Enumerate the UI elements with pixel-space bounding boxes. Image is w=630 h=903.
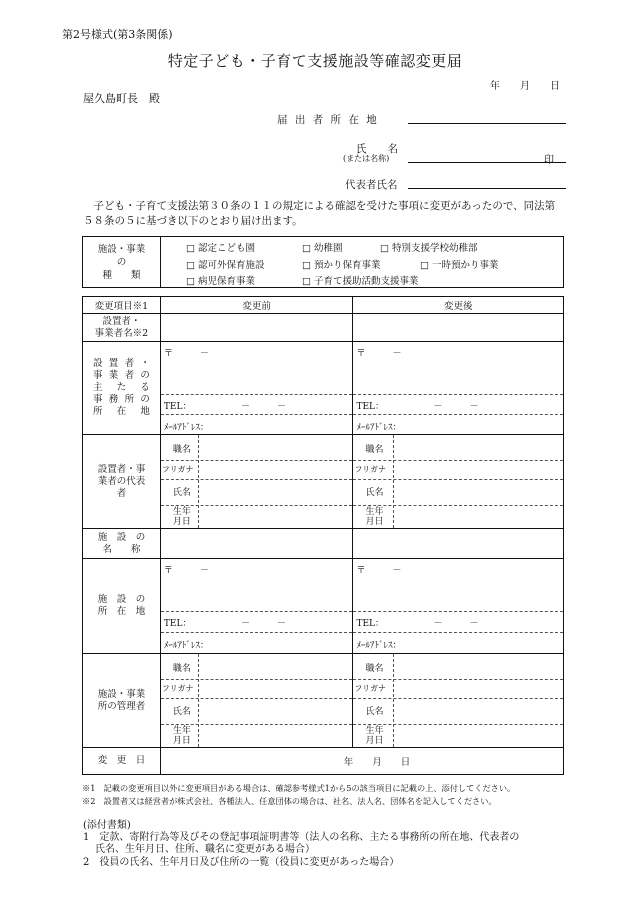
row-label-change-date: 変 更 日 xyxy=(83,748,161,775)
name-label: 氏名 xyxy=(365,707,384,717)
applicant-address-label: 届 出 者 所 在 地 xyxy=(277,114,379,126)
column-header-item: 変更項目※1 xyxy=(83,297,161,314)
checkbox-temporary-care[interactable]: □ 一時預かり事業 xyxy=(420,260,499,271)
dashed-divider xyxy=(393,435,394,528)
birthdate-label-line: 生年 xyxy=(172,507,191,517)
operator-name-before[interactable] xyxy=(160,314,353,342)
birthdate-label-line: 月日 xyxy=(365,517,384,527)
row-label-line: 者 xyxy=(116,487,127,499)
dashed-divider xyxy=(353,698,563,699)
facility-type-options xyxy=(161,237,564,288)
dashed-divider xyxy=(353,479,563,480)
email-field[interactable]: ﾒｰﾙｱﾄﾞﾚｽ： xyxy=(356,423,402,433)
checkbox-sick-child-care[interactable]: □ 病児保育事業 xyxy=(186,276,255,287)
checkbox-kindergarten[interactable]: □ 幼稚園 xyxy=(302,243,343,254)
applicant-name-label: 氏 名 xyxy=(356,143,398,155)
birthdate-label-line: 生年 xyxy=(365,507,384,517)
name-label: 氏名 xyxy=(172,707,191,717)
checkbox-special-school[interactable]: □ 特別支援学校幼稚部 xyxy=(380,243,478,254)
dashed-divider xyxy=(198,435,199,528)
dashed-divider xyxy=(353,460,563,461)
postal-code-field[interactable]: 〒 － xyxy=(163,566,209,576)
birthdate-label xyxy=(365,726,383,746)
attachments-heading: (添付書類) xyxy=(83,820,131,831)
row-label-line: 施 設 の xyxy=(97,531,146,543)
footnote-1: ※1 記載の変更項目以外に変更項目がある場合は、確認参考様式1から5の該当項目に記載の上、添付してください。 xyxy=(82,783,516,793)
tel-field[interactable]: TEL： － － xyxy=(356,402,479,412)
form-title: 特定子ども・子育て支援施設等確認変更届 xyxy=(167,52,463,70)
postal-code-field[interactable]: 〒 － xyxy=(163,349,209,359)
job-title-label: 職名 xyxy=(365,445,384,455)
row-label-line: 事 務 所 の xyxy=(93,394,150,405)
job-title-label: 職名 xyxy=(365,664,384,674)
tel-field[interactable]: TEL： － － xyxy=(163,619,286,629)
row-label-facility-name xyxy=(83,529,161,559)
checkbox-family-support[interactable]: □ 子育て援助活動支援事業 xyxy=(302,276,419,287)
facility-type-label xyxy=(83,237,161,288)
applicant-address-field[interactable] xyxy=(408,123,566,124)
postal-code-field[interactable]: 〒 － xyxy=(356,349,402,359)
postal-code-field[interactable]: 〒 － xyxy=(356,566,402,576)
row-label-line: 施設・事業 xyxy=(97,688,146,700)
facility-type-label-line: 施設・事業 xyxy=(97,243,146,255)
row-label-line: 事 業 者 の xyxy=(93,370,150,381)
addressee: 屋久島町長 殿 xyxy=(83,92,160,105)
job-title-label: 職名 xyxy=(172,664,191,674)
dashed-divider xyxy=(161,632,353,633)
notice-text: 子ども・子育て支援法第３０条の１１の規定による確認を受けた事項に変更があったので、同法第５８条の５に基づき以下のとおり届け出ます。 xyxy=(83,200,556,227)
row-label-line: 設置者・事 xyxy=(97,463,146,475)
applicant-name-field[interactable] xyxy=(408,162,566,163)
facility-name-before[interactable] xyxy=(160,529,353,559)
row-label-line: 名 称 xyxy=(102,543,141,555)
dashed-divider xyxy=(353,679,563,680)
form-number: 第2号様式(第3条関係) xyxy=(62,28,173,41)
manager-after[interactable] xyxy=(353,654,564,748)
column-header-after: 変更後 xyxy=(353,297,564,314)
furigana-label: フリガナ xyxy=(161,465,194,474)
checkbox-kodomoen[interactable]: □ 認定こども園 xyxy=(186,243,255,254)
attachment-item-1: 1 定款、寄附行為等及びその登記事項証明書等（法人の名称、主たる事務所の所在地、代表者の xyxy=(83,832,520,843)
row-label-representative xyxy=(83,435,161,529)
birthdate-label-line: 生年 xyxy=(172,726,191,736)
email-field[interactable]: ﾒｰﾙｱﾄﾞﾚｽ： xyxy=(163,423,209,433)
operator-address-before[interactable] xyxy=(160,342,353,435)
change-table xyxy=(82,296,564,775)
row-label-line: 設 置 者 ・ xyxy=(93,358,150,369)
dashed-divider xyxy=(393,654,394,747)
checkbox-extended-care[interactable]: □ 預かり保育事業 xyxy=(302,260,381,271)
applicant-name-sublabel: (または名称) xyxy=(343,154,390,163)
row-label-line: 所 在 地 xyxy=(93,406,150,417)
row-label-line: 主 た る xyxy=(93,382,150,393)
row-label-line: 施 設 の xyxy=(97,594,146,605)
checkbox-unlicensed-nursery[interactable]: □ 認可外保育施設 xyxy=(186,260,265,271)
row-label-line: 所の管理者 xyxy=(97,700,146,712)
submission-date: 年 月 日 xyxy=(490,81,560,92)
dashed-divider xyxy=(161,460,353,461)
job-title-label: 職名 xyxy=(172,445,191,455)
dashed-divider xyxy=(353,632,563,633)
dashed-divider xyxy=(353,505,563,506)
dashed-divider xyxy=(353,611,563,612)
dashed-divider xyxy=(161,724,353,725)
facility-type-table xyxy=(82,236,564,288)
representative-after[interactable] xyxy=(353,435,564,529)
representative-before[interactable] xyxy=(160,435,353,529)
attachment-item-2: 2 役員の氏名、生年月日及び住所の一覧（役員に変更があった場合） xyxy=(83,857,400,868)
dashed-divider xyxy=(161,479,353,480)
birthdate-label-line: 月日 xyxy=(365,736,384,746)
operator-address-after[interactable] xyxy=(353,342,564,435)
representative-label: 代表者氏名 xyxy=(345,179,398,191)
dashed-divider xyxy=(161,679,353,680)
dashed-divider xyxy=(161,698,353,699)
representative-field[interactable] xyxy=(408,188,566,189)
birthdate-label-line: 生年 xyxy=(365,726,384,736)
birthdate-label xyxy=(173,726,191,746)
facility-name-after[interactable] xyxy=(353,529,564,559)
furigana-label: フリガナ xyxy=(161,684,194,693)
birthdate-label-line: 月日 xyxy=(172,736,191,746)
facility-type-label-line: 種 類 xyxy=(102,269,141,281)
birthdate-label xyxy=(365,507,383,527)
dashed-divider xyxy=(161,414,353,415)
dashed-divider xyxy=(353,394,563,395)
dashed-divider xyxy=(353,414,563,415)
tel-field[interactable]: TEL： － － xyxy=(163,402,286,412)
row-label-facility-manager xyxy=(83,654,161,748)
name-label: 氏名 xyxy=(172,488,191,498)
operator-name-after[interactable] xyxy=(353,314,564,342)
row-label-line: 所 在 地 xyxy=(97,606,146,617)
row-label-facility-address xyxy=(83,559,161,654)
dashed-divider xyxy=(161,505,353,506)
change-date-field[interactable]: 年 月 日 xyxy=(160,748,563,775)
row-label-line: 設置者・ xyxy=(102,315,141,327)
tel-field[interactable]: TEL： － － xyxy=(356,619,479,629)
row-label-line: 業者の代表 xyxy=(97,475,146,487)
facility-type-label-line: の xyxy=(116,256,127,268)
birthdate-label-line: 月日 xyxy=(172,517,191,527)
facility-address-after[interactable] xyxy=(353,559,564,654)
email-field[interactable]: ﾒｰﾙｱﾄﾞﾚｽ： xyxy=(356,641,402,651)
row-label-operator-address xyxy=(83,342,161,435)
dashed-divider xyxy=(161,394,353,395)
column-header-before: 変更前 xyxy=(160,297,353,314)
facility-address-before[interactable] xyxy=(160,559,353,654)
furigana-label: フリガナ xyxy=(354,465,387,474)
name-label: 氏名 xyxy=(365,488,384,498)
footnote-2: ※2 設置者又は経営者が株式会社、各種法人、任意団体の場合は、社名、法人名、団体名を記入してください。 xyxy=(82,796,497,806)
dashed-divider xyxy=(353,724,563,725)
seal-mark: 印 xyxy=(544,155,554,166)
furigana-label: フリガナ xyxy=(354,684,387,693)
birthdate-label xyxy=(173,507,191,527)
manager-before[interactable] xyxy=(160,654,353,748)
attachment-item-1-cont: 氏名、生年月日、住所、職名に変更がある場合） xyxy=(95,844,315,855)
row-label-operator-name xyxy=(83,314,161,342)
dashed-divider xyxy=(198,654,199,747)
email-field[interactable]: ﾒｰﾙｱﾄﾞﾚｽ： xyxy=(163,641,209,651)
dashed-divider xyxy=(161,611,353,612)
row-label-line: 事業者名※2 xyxy=(94,327,149,339)
